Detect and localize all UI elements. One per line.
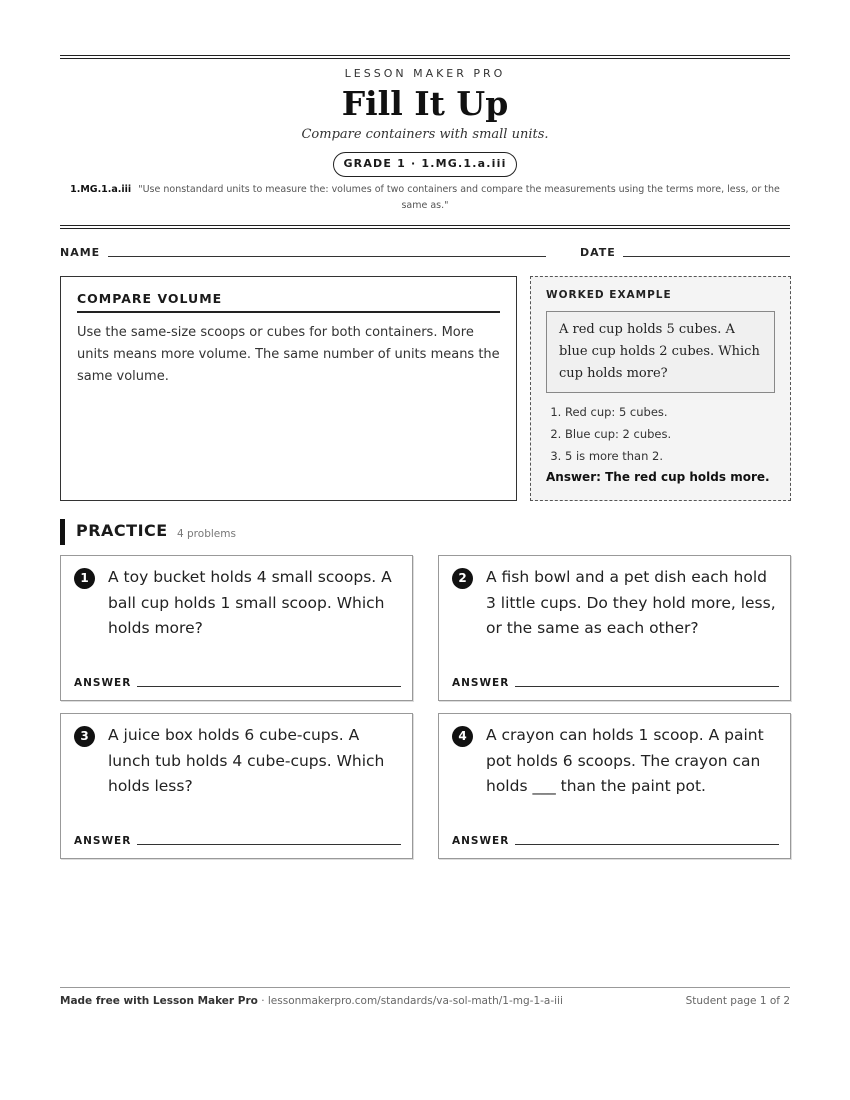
problem-number-badge: 3 [74, 726, 95, 747]
concept-body: Use the same-size scoops or cubes for both containers. More units means more volume. The same number of units means the same volume. [77, 325, 500, 384]
brand-name: LESSON MAKER PRO [344, 67, 506, 80]
date-field[interactable] [623, 256, 790, 257]
worked-example-step: 3. 5 is more than 2. [565, 445, 775, 467]
concept-box [60, 276, 517, 501]
header-bottom-rule [60, 225, 790, 229]
standard-code: 1.MG.1.a.iii [70, 184, 132, 195]
answer-label: ANSWER [452, 677, 510, 689]
page-subtitle: Compare containers with small units. [301, 127, 549, 142]
footer-page-number: Student page 1 of 2 [685, 995, 790, 1007]
problem-number-badge: 2 [452, 568, 473, 589]
answer-field[interactable] [515, 686, 779, 687]
name-label: NAME [60, 246, 101, 259]
practice-accent-bar [60, 519, 65, 545]
worked-example-steps [546, 401, 775, 467]
footer-url[interactable]: · lessonmakerpro.com/standards/va-sol-math/1-mg-1-a-iii [257, 995, 563, 1007]
problem-card-3 [60, 713, 413, 859]
practice-title: PRACTICE [76, 521, 168, 540]
answer-field[interactable] [515, 844, 779, 845]
standard-description [62, 182, 788, 214]
footer-made-with: Made free with Lesson Maker Pro [60, 995, 258, 1007]
worked-example-answer: Answer: The red cup holds more. [546, 470, 770, 484]
grade-badge: GRADE 1 · 1.MG.1.a.iii [333, 152, 517, 177]
concept-heading: COMPARE VOLUME [77, 291, 500, 313]
answer-label: ANSWER [74, 677, 132, 689]
standard-text: "Use nonstandard units to measure the: volumes of two containers and compare the measurements using the terms more, less, or the same as." [138, 184, 780, 211]
footer-credit [60, 995, 563, 1007]
header-top-rule [60, 55, 790, 59]
answer-label: ANSWER [452, 835, 510, 847]
name-field[interactable] [108, 256, 546, 257]
answer-field[interactable] [137, 844, 401, 845]
problem-card-2 [438, 555, 791, 701]
problem-text: A fish bowl and a pet dish each hold 3 little cups. Do they hold more, less, or the same as each other? [486, 568, 776, 637]
footer-rule [60, 987, 790, 988]
problem-text: A crayon can holds 1 scoop. A paint pot holds 6 scoops. The crayon can holds ___ than the paint pot. [486, 726, 764, 795]
problem-text: A juice box holds 6 cube-cups. A lunch tub holds 4 cube-cups. Which holds less? [108, 726, 385, 795]
worked-example-problem: A red cup holds 5 cubes. A blue cup holds 2 cubes. Which cup holds more? [546, 311, 775, 393]
page-title: Fill It Up [341, 84, 509, 123]
worked-example-step: 1. Red cup: 5 cubes. [565, 401, 775, 423]
problem-number-badge: 1 [74, 568, 95, 589]
answer-field[interactable] [137, 686, 401, 687]
worked-example-heading: WORKED EXAMPLE [546, 289, 672, 301]
answer-label: ANSWER [74, 835, 132, 847]
problem-text: A toy bucket holds 4 small scoops. A ball cup holds 1 small scoop. Which holds more? [108, 568, 392, 637]
date-label: DATE [580, 246, 616, 259]
practice-count: 4 problems [177, 528, 236, 540]
problem-number-badge: 4 [452, 726, 473, 747]
worked-example-step: 2. Blue cup: 2 cubes. [565, 423, 775, 445]
problem-card-4 [438, 713, 791, 859]
worked-example-box [530, 276, 791, 501]
problem-card-1 [60, 555, 413, 701]
